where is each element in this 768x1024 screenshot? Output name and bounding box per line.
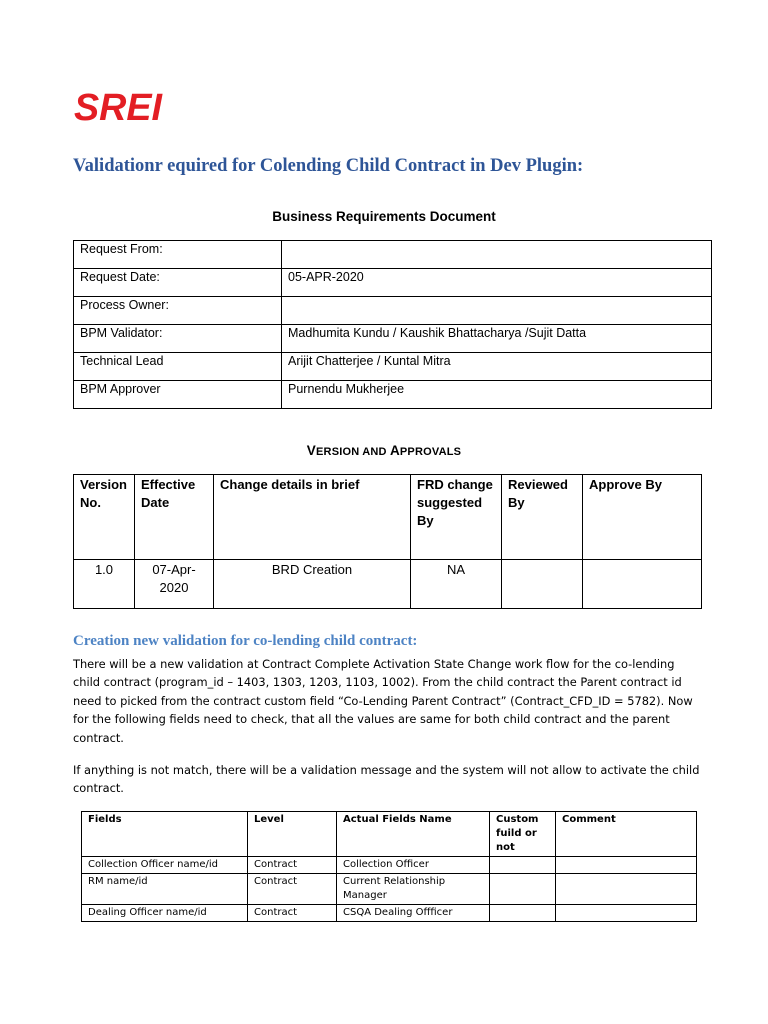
custom-field-cell — [490, 874, 556, 905]
comment-cell — [556, 857, 697, 874]
header-frd-change: FRD change suggested By — [411, 475, 502, 560]
actual-field-cell: CSQA Dealing Offficer — [337, 905, 490, 922]
version-heading-rest: ERSION AND — [316, 446, 390, 458]
bpm-validator-label: BPM Validator: — [74, 325, 282, 353]
table-row — [74, 381, 712, 409]
approve-by-cell — [583, 560, 702, 609]
request-info-table — [73, 240, 712, 409]
header-change-details: Change details in brief — [214, 475, 411, 560]
custom-field-cell — [490, 857, 556, 874]
table-row — [74, 297, 712, 325]
request-date-label: Request Date: — [74, 269, 282, 297]
approvals-heading-a: A — [389, 443, 400, 458]
effective-date-cell: 07-Apr-2020 — [135, 560, 214, 609]
frd-change-cell: NA — [411, 560, 502, 609]
table-row — [74, 269, 712, 297]
version-approvals-heading — [0, 443, 768, 458]
srei-logo-mark — [74, 86, 166, 126]
header-level: Level — [248, 812, 337, 857]
level-cell: Contract — [248, 857, 337, 874]
request-from-label: Request From: — [74, 241, 282, 269]
level-cell: Contract — [248, 905, 337, 922]
table-row — [74, 325, 712, 353]
version-heading-v: V — [306, 443, 317, 458]
table-row — [74, 241, 712, 269]
technical-lead-label: Technical Lead — [74, 353, 282, 381]
process-owner-label: Process Owner: — [74, 297, 282, 325]
table-row — [82, 874, 697, 905]
header-fields: Fields — [82, 812, 248, 857]
field-cell: RM name/id — [82, 874, 248, 905]
request-date-value: 05-APR-2020 — [282, 269, 712, 297]
version-no-cell: 1.0 — [74, 560, 135, 609]
header-version-no: Version No. — [74, 475, 135, 560]
table-row — [74, 353, 712, 381]
section-title: Creation new validation for co-lending child contract: — [73, 633, 418, 649]
page-title: Validationr equired for Colending Child Contract in Dev Plugin: — [73, 156, 584, 176]
version-table — [73, 474, 702, 609]
header-comment: Comment — [556, 812, 697, 857]
header-custom-field: Custom fuild or not — [490, 812, 556, 857]
field-cell: Dealing Officer name/id — [82, 905, 248, 922]
bpm-validator-value: Madhumita Kundu / Kaushik Bhattacharya /Sujit Datta — [282, 325, 712, 353]
reviewed-by-cell — [502, 560, 583, 609]
description-paragraph: There will be a new validation at Contract Complete Activation State Change work flow for the co-lending child contract (program_id – 1403, 1303, 1203, 1103, 1002). From the child contract the Parent contract id need to picked from the contract custom field “Co-Lending Parent Contract” (Contract_CFD_ID = 5782). Now for the following fields need to check, that all the values are same for both child contract and the parent contract. — [73, 657, 693, 745]
table-row — [74, 560, 702, 609]
custom-field-cell — [490, 905, 556, 922]
comment-cell — [556, 874, 697, 905]
actual-field-cell: Collection Officer — [337, 857, 490, 874]
field-cell: Collection Officer name/id — [82, 857, 248, 874]
table-header-row — [82, 812, 697, 857]
header-effective-date: Effective Date — [135, 475, 214, 560]
comment-cell — [556, 905, 697, 922]
bpm-approver-label: BPM Approver — [74, 381, 282, 409]
srei-logo-text: SREI — [74, 87, 164, 126]
request-from-value — [282, 241, 712, 269]
change-details-cell: BRD Creation — [214, 560, 411, 609]
table-row — [82, 905, 697, 922]
header-reviewed-by: Reviewed By — [502, 475, 583, 560]
table-header-row — [74, 475, 702, 560]
level-cell: Contract — [248, 874, 337, 905]
approvals-heading-rest: PPROVALS — [399, 446, 462, 458]
technical-lead-value: Arijit Chatterjee / Kuntal Mitra — [282, 353, 712, 381]
process-owner-value — [282, 297, 712, 325]
table-row — [82, 857, 697, 874]
brd-heading: Business Requirements Document — [272, 209, 496, 224]
validation-paragraph: If anything is not match, there will be a validation message and the system will not allow to activate the child contract. — [73, 763, 700, 796]
header-actual-fields-name: Actual Fields Name — [337, 812, 490, 857]
actual-field-cell: Current Relationship Manager — [337, 874, 490, 905]
bpm-approver-value: Purnendu Mukherjee — [282, 381, 712, 409]
fields-table — [81, 811, 697, 922]
srei-logo — [74, 86, 166, 126]
header-approve-by: Approve By — [583, 475, 702, 560]
